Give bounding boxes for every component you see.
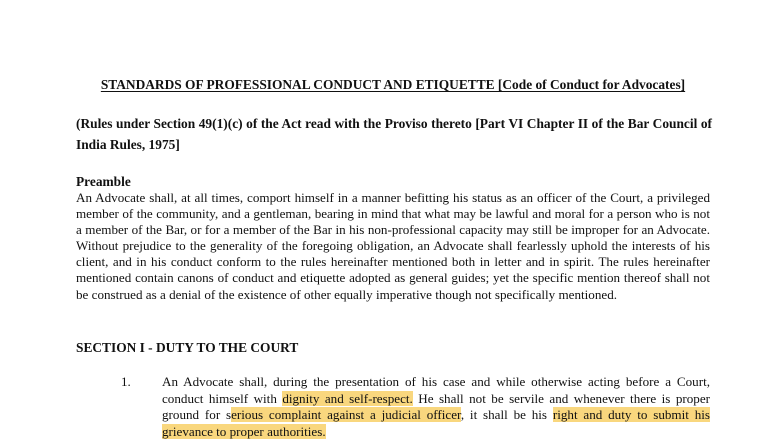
section-heading: SECTION I - DUTY TO THE COURT <box>76 340 299 355</box>
rule-number: 1. <box>121 374 131 389</box>
document-subtitle: (Rules under Section 49(1)(c) of the Act read with the Proviso thereto [Part VI Chapter II of the Bar Council of India Rules, 1975] <box>76 116 712 152</box>
highlighted-text: dignity and self-respect. <box>282 390 413 406</box>
document-title: STANDARDS OF PROFESSIONAL CONDUCT AND ETIQUETTE [Code of Conduct for Advocates] <box>100 77 686 92</box>
rule-text-segment: , it shall be his <box>460 407 553 422</box>
preamble-heading: Preamble <box>76 174 131 189</box>
highlighted-text: right and duty to submit his grievance to proper authorities. <box>162 407 710 439</box>
highlighted-text: erious complaint against a judicial officer <box>231 407 461 422</box>
rule-body <box>162 374 710 440</box>
rule-text-segment: An Advocate shall, during the presentation of his case and while otherwise acting before a Court, conduct himself with <box>162 374 710 406</box>
preamble-body: An Advocate shall, at all times, comport himself in a manner befitting his status as an officer of the Court, a privileged member of the community, and a gentleman, bearing in mind that what may be lawful and moral for a person who is not a member of the Bar, or for a member of the Bar in his non-professional capacity may still be improper for an Advocate. Without prejudice to the generality of the foregoing obligation, an Advocate shall fearlessly uphold the interests of his client, and in his conduct conform to the rules hereinafter mentioned both in letter and in spirit. The rules hereinafter mentioned contain canons of conduct and etiquette adopted as general guides; yet the specific mention thereof shall not be construed as a denial of the existence of other equally imperative though not specifically mentioned. <box>76 190 710 302</box>
rule-text-segment: He shall not be servile and whenever there is proper ground for s <box>162 390 711 422</box>
